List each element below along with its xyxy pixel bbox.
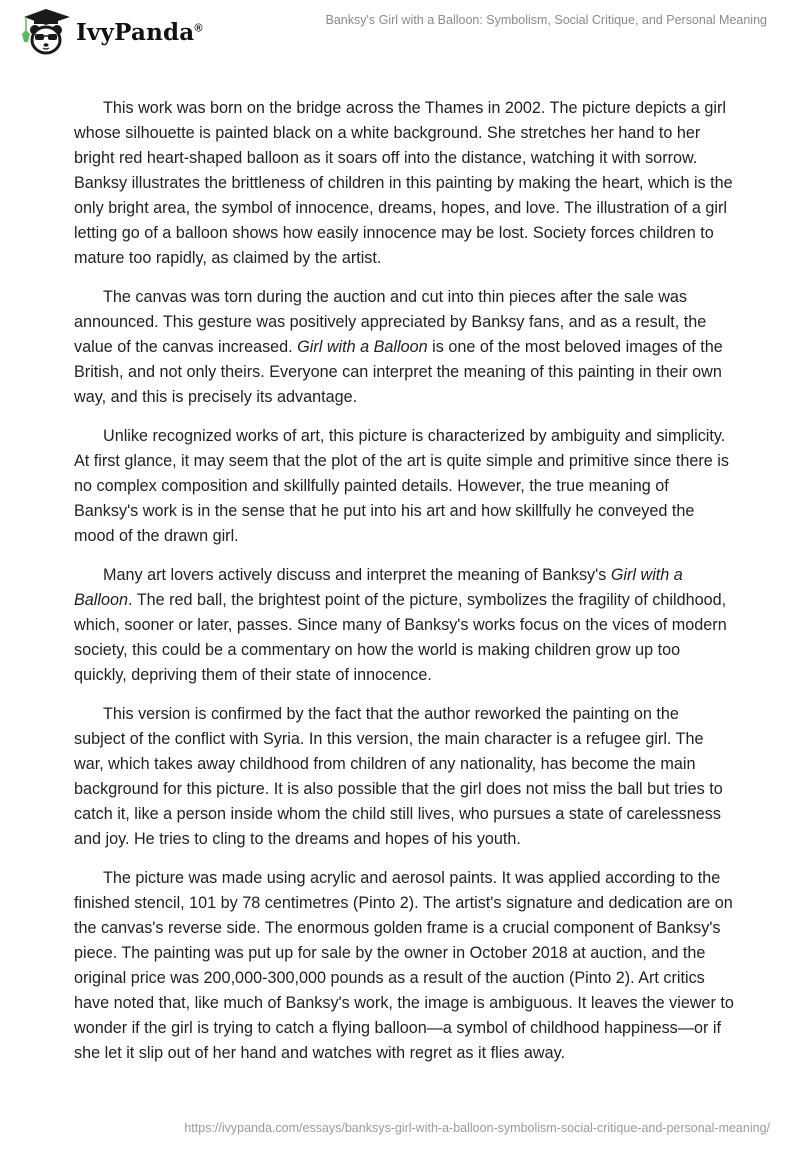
paragraph-6: The picture was made using acrylic and aerosol paints. It was applied according to the finished stencil, 101 by 78 centimetres (Pinto 2). The artist's signature and dedication are on the canvas's reverse side. The enormous golden frame is a crucial component of Banksy's piece. The painting was put up for sale by the owner in October 2018 at auction, and the original price was 200,000-300,000 pounds as a result of the auction (Pinto 2). Art critics have noted that, like much of Banksy's work, the image is ambiguous. It leaves the viewer to wonder if the girl is trying to catch a flying balloon—a symbol of childhood happiness—or if she let it slip out of her hand and watches with regret as it flies away.: [74, 869, 734, 1062]
graduate-panda-icon: [18, 8, 74, 56]
document-title: Banksy's Girl with a Balloon: Symbolism, Social Critique, and Personal Meaning: [325, 13, 767, 27]
paragraph-1: This work was born on the bridge across the Thames in 2002. The picture depicts a girl whose silhouette is painted black on a white background. She stretches her hand to her bright red heart-shaped balloon as it soars off into the distance, watching it with sorrow. Banksy illustrates the brittleness of children in this painting by making the heart, which is the only bright area, the symbol of innocence, dreams, hopes, and love. The illustration of a girl letting go of a balloon shows how easily innocence may be lost. Society forces children to mature too rapidly, as claimed by the artist.: [74, 99, 733, 267]
artwork-title: Girl with a Balloon: [74, 566, 683, 609]
artwork-title: Girl with a Balloon: [297, 338, 428, 356]
ivypanda-logo[interactable]: [18, 8, 203, 56]
paragraph-2: The canvas was torn during the auction and cut into thin pieces after the sale was announced. This gesture was positively appreciated by Banksy fans, and as a result, the value of the canvas increased. Girl with a Balloon is one of the most beloved images of the British, and not only theirs. Everyone can interpret the meaning of this painting in their own way, and this is precisely its advantage.: [74, 288, 723, 406]
essay-body: [74, 96, 734, 1080]
paragraph-4: Many art lovers actively discuss and interpret the meaning of Banksy's Girl with a Balloon. The red ball, the brightest point of the picture, symbolizes the fragility of childhood, which, sooner or later, passes. Since many of Banksy's works focus on the vices of modern society, this could be a commentary on how the world is making children grow up too quickly, depriving them of their state of innocence.: [74, 566, 727, 684]
brand-name: IvyPanda®: [76, 18, 203, 46]
source-url-link[interactable]: https://ivypanda.com/essays/banksys-girl-with-a-balloon-symbolism-social-critique-and-personal-meaning/: [184, 1121, 770, 1135]
paragraph-3: Unlike recognized works of art, this picture is characterized by ambiguity and simplicity. At first glance, it may seem that the plot of the art is quite simple and primitive since there is no complex composition and skillfully painted details. However, the true meaning of Banksy's work is in the sense that he put into his art and how skillfully he conveyed the mood of the drawn girl.: [74, 427, 729, 545]
page-header: [0, 0, 800, 60]
registered-mark: ®: [194, 21, 203, 34]
paragraph-5: This version is confirmed by the fact that the author reworked the painting on the subject of the conflict with Syria. In this version, the main character is a refugee girl. The war, which takes away childhood from children of any nationality, has become the main background for this picture. It is also possible that the girl does not miss the ball but tries to catch it, like a person inside whom the child still lives, who pursues a state of carelessness and joy. He tries to cling to the dreams and hopes of his youth.: [74, 705, 723, 848]
